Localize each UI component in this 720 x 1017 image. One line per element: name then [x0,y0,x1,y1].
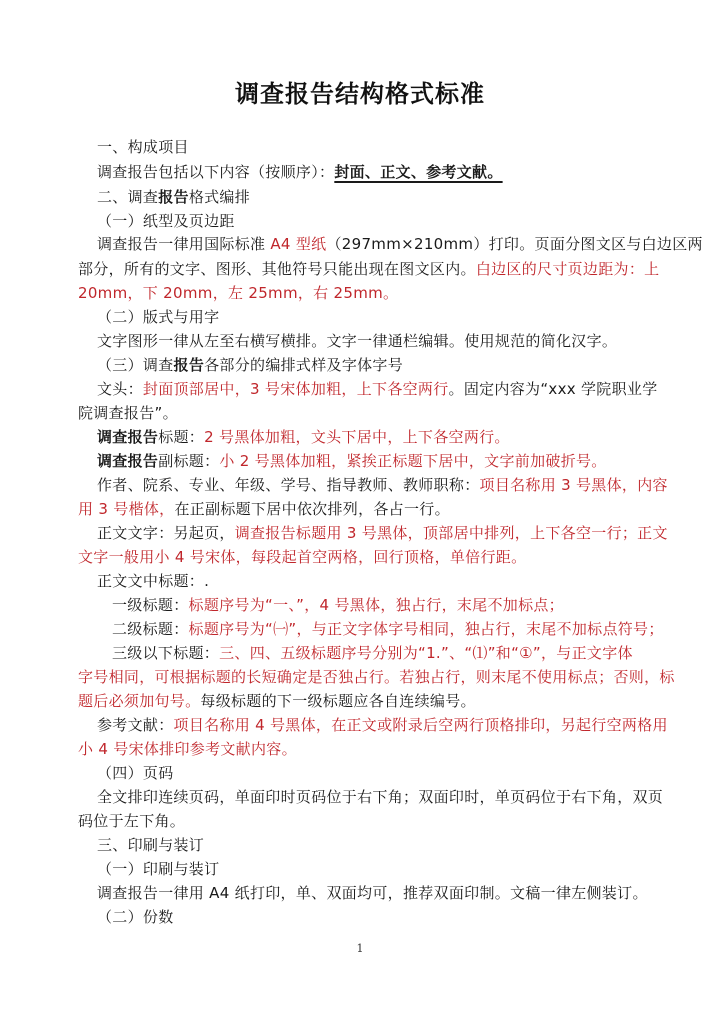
text-line [97,427,642,447]
text-line [97,355,642,375]
highlighted-text: 题后必须加句号。 [78,692,201,710]
text-line [97,475,668,495]
text-line [112,619,664,639]
text-line [112,643,657,663]
text-line [78,811,623,831]
text-line [78,283,623,303]
page-number: 1 [356,942,364,955]
text-segment: （297mm×210mm）打印。页面分图文区与白边区两 [326,235,703,253]
highlighted-text: 白边区的尺寸页边距为：上 [475,260,660,278]
text-segment: 院调查报告”。 [78,404,178,422]
highlighted-text: 调查报告标题用 3 号黑体，顶部居中排列，上下各空一行；正文 [234,524,668,542]
text-segment: 调查报告 [97,452,159,470]
text-segment: 三、印刷与装订 [97,836,205,854]
highlighted-text: 标题序号为“一、”，4 号黑体，独占行，末尾不加标点； [188,596,564,614]
highlighted-text: 20mm，下 20mm，左 25mm，右 25mm。 [78,284,399,302]
text-segment: 每级标题的下一级标题应各自连续编号。 [200,692,476,710]
text-line [97,835,642,855]
text-segment: 调查报告一律用国际标准 [97,235,271,253]
text-line [97,162,642,182]
highlighted-text: 文字一般用小 4 号宋体，每段起首空两格，回行顶格，单倍行距。 [78,548,527,566]
text-line [78,259,660,279]
text-line [97,763,642,783]
text-segment: 。固定内容为“xxx 学院职业学 [448,380,658,398]
text-segment: 全文排印连续页码，单面印时页码位于右下角；双面印时，单页码位于右下角，双页 [97,788,664,806]
text-line [112,595,657,615]
highlighted-text: 小 4 号宋体排印参考文献内容。 [78,740,297,758]
text-segment: （四）页码 [97,764,174,782]
highlighted-text: 项目名称用 3 号黑体，内容 [479,476,668,494]
text-segment: 二、调查 [97,188,159,206]
text-segment: 副标题： [158,452,220,470]
text-line [97,883,648,903]
text-segment: 报告 [158,188,189,206]
text-segment: 文字图形一律从左至右横写横排。文字一律通栏编辑。使用规范的简化汉字。 [97,332,618,350]
highlighted-text: 2 号黑体加粗，文头下居中，上下各空两行。 [204,428,510,446]
text-segment: （二）版式与用字 [97,308,220,326]
text-segment: 各部分的编排式样及字体字号 [204,356,404,374]
text-line [97,307,642,327]
document-title: 调查报告结构格式标准 [235,79,485,108]
text-line [97,187,642,207]
text-segment: 正文文字：另起页， [97,524,235,542]
text-line [97,715,668,735]
text-segment: 调查报告一律用 A4 纸打印，单、双面均可，推荐双面印制。文稿一律左侧装订。 [97,884,648,902]
text-line [78,667,675,687]
text-line [97,523,668,543]
text-line [97,137,642,157]
text-line [97,787,664,807]
highlighted-text: 用 3 号楷体， [78,500,175,518]
text-segment: （二）份数 [97,908,174,926]
highlighted-text: A4 型纸 [270,235,327,253]
text-line [78,499,623,519]
text-segment: 调查报告包括以下内容（按顺序）： [97,163,335,181]
text-segment: 标题： [158,428,205,446]
text-segment: 作者、院系、专业、年级、学号、指导教师、教师职称： [97,476,480,494]
text-segment: 正文文中标题：. [97,572,210,590]
text-segment: （一）印刷与装订 [97,860,220,878]
text-line [97,451,642,471]
text-line [78,403,623,423]
text-line [97,331,642,351]
highlighted-text: 标题序号为“㈠”，与正文字体字号相同，独占行，末尾不加标点符号； [188,620,664,638]
highlighted-text: 三、四、五级标题序号分别为“1.”、“⑴”和“①”，与正文字体 [219,644,633,662]
text-segment: 三级以下标题： [112,644,220,662]
text-segment: 报告 [173,356,205,374]
text-segment: 码位于左下角。 [78,812,186,830]
text-segment: 调查报告 [97,428,159,446]
text-line [78,547,623,567]
text-segment: 一级标题： [112,596,189,614]
highlighted-text: 字号相同，可根据标题的长短确定是否独占行。若独占行，则末尾不使用标点；否则，标 [78,668,675,686]
text-segment: （三）调查 [97,356,174,374]
text-line [97,211,642,231]
text-segment: 二级标题： [112,620,189,638]
text-segment: 部分，所有的文字、图形、其他符号只能出现在图文区内。 [78,260,476,278]
text-segment: 参考文献： [97,716,174,734]
text-segment: 格式编排 [188,188,251,206]
text-line [97,859,642,879]
text-segment: 在正副标题下居中依次排列，各占一行。 [174,500,450,518]
highlighted-text: 项目名称用 4 号黑体，在正文或附录后空两行顶格排印，另起行空两格用 [173,716,668,734]
text-line [78,691,623,711]
text-segment: 文头： [97,380,143,398]
text-segment: 一、构成项目 [97,138,189,156]
text-line [97,379,658,399]
text-segment: 封面、正文、参考文献。 [334,163,503,181]
highlighted-text: 小 2 号黑体加粗，紧挨正标题下居中，文字前加破折号。 [219,452,607,470]
highlighted-text: 封面顶部居中，3 号宋体加粗，上下各空两行 [142,380,449,398]
text-segment: （一）纸型及页边距 [97,212,235,230]
text-line [78,739,623,759]
text-line [97,907,642,927]
text-line [97,234,703,254]
text-line [97,571,642,591]
